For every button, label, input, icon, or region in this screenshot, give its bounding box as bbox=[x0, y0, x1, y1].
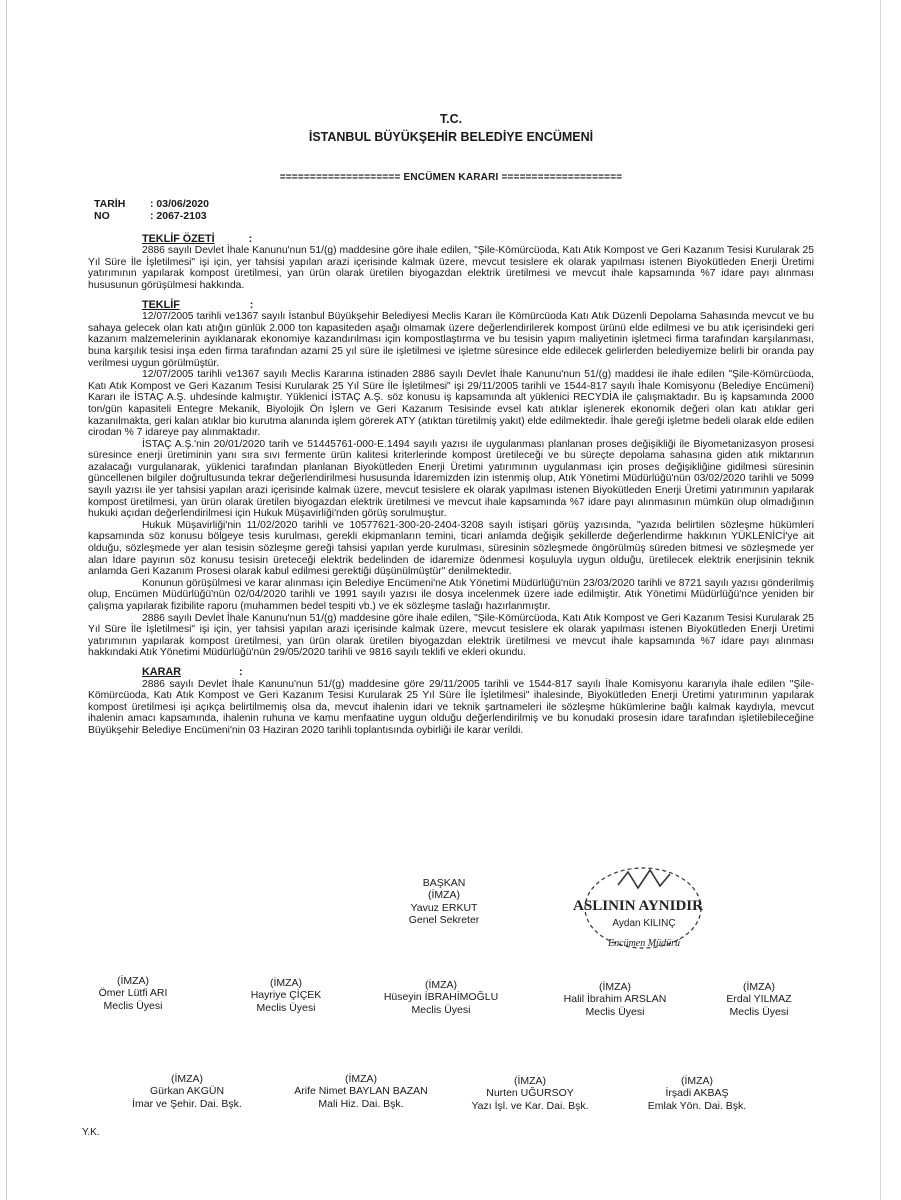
member-role: Meclis Üyesi bbox=[729, 1005, 789, 1018]
member-name: Erdal YILMAZ bbox=[726, 993, 792, 1006]
proposal-title: TEKLİF bbox=[142, 298, 180, 311]
director-role: Yazı İşl. ve Kar. Dai. Bşk. bbox=[471, 1099, 589, 1112]
decision-title: KARAR bbox=[142, 665, 181, 678]
director-signature bbox=[276, 1073, 446, 1110]
document-page bbox=[88, 112, 814, 737]
proposal-paragraph: Konunun görüşülmesi ve karar alınması için Belediye Encümeni'ne Atık Yönetimi Müdürlüğü'nün 23/03/2020 tarihli ve 8721 sayılı yazısı gönderilmiş olup, Encümen Müdürlüğü'nün 02/04/2020 tarihli ve 1991 sayılı yazısı ile dosya incelenmek üzere iade edilmiştir. Atık Yönetimi Müdürlüğü'nce yeniden bir çalışma yapılarak fizibilite raporu (muhammen bedel tespiti vb.) ve ek sözleşme taslağı hazırlanmıştır. bbox=[88, 577, 814, 612]
member-signature bbox=[226, 977, 346, 1014]
decision-heading bbox=[142, 667, 814, 679]
director-sign: (İMZA) bbox=[513, 1075, 547, 1087]
proposal-paragraph: 12/07/2005 tarihli ve1367 sayılı İstanbul Büyükşehir Belediyesi Meclis Kararı ile Kömürcüoda Katı Atık Düzenli Depolama Sahasında mevcut ve bu sahaya gelecek olan katı atığın günlük 2.000 ton kapasiteden aşağı olmamak üzere değerlendirilerek kompost ürünü elde edilmesi ve bu atık içerisindeki geri kazanım malzemelerinin ayıklanarak ekonomiye kazandırılması için kompostlaştırma ve bu tesisin yapım maliyetinin işletmeci firma tarafından karşılanması, buna karşılık tesisi inşa eden firma tarafından azami 25 yıl süre ile işletilmesi ve işletme süresince elde edilecek gelirlerden belediyemize belirli bir oranda pay verilmesi uygun görülmüştür. bbox=[88, 311, 814, 369]
member-name: Hüseyin İBRAHİMOĞLU bbox=[383, 991, 499, 1004]
director-role: Emlak Yön. Dai. Bşk. bbox=[647, 1099, 747, 1112]
president-name: Yavuz ERKUT bbox=[410, 901, 478, 914]
member-signature bbox=[78, 975, 188, 1012]
date-value: : 03/06/2020 bbox=[150, 197, 209, 210]
number-value: : 2067-2103 bbox=[150, 210, 207, 223]
director-name: Gürkan AKGÜN bbox=[149, 1085, 225, 1098]
institution-header: İSTANBUL BÜYÜKŞEHİR BELEDİYE ENCÜMENİ bbox=[308, 130, 594, 144]
director-signature bbox=[622, 1075, 772, 1112]
director-name: İrşadi AKBAŞ bbox=[665, 1087, 729, 1100]
member-sign: (İMZA) bbox=[269, 977, 303, 989]
proposal-heading bbox=[142, 300, 814, 312]
member-sign: (İMZA) bbox=[742, 981, 776, 993]
member-role: Meclis Üyesi bbox=[411, 1003, 471, 1016]
country-header: T.C. bbox=[439, 112, 463, 126]
director-signature bbox=[112, 1073, 262, 1110]
stamp-role: Encümen Müdürü bbox=[608, 938, 680, 949]
director-sign: (İMZA) bbox=[170, 1073, 204, 1085]
page-edge-right bbox=[880, 0, 881, 1200]
director-signature bbox=[446, 1075, 614, 1112]
president-title: BAŞKAN bbox=[422, 877, 466, 889]
decision-banner: ==================== ENCÜMEN KARARI ==================== bbox=[279, 172, 623, 183]
member-sign: (İMZA) bbox=[424, 979, 458, 991]
director-role: Mali Hiz. Dai. Bşk. bbox=[318, 1097, 404, 1110]
stamp-top-text: ASLININ AYNIDIR bbox=[573, 898, 703, 914]
president-role: Genel Sekreter bbox=[408, 914, 480, 927]
certified-copy-stamp bbox=[558, 860, 718, 970]
typist-initials: Y.K. bbox=[82, 1127, 100, 1138]
president-sign: (İMZA) bbox=[427, 889, 461, 902]
proposal-paragraph: 2886 sayılı Devlet İhale Kanunu'nun 51/(g) maddesine göre ihale edilen, "Şile-Kömürcüoda, Katı Atık Kompost ve Geri Kazanım Tesisi Kurularak 25 Yıl Süre İle İşletilmesi" işi için, yer tahsisi yapılan arazi içerisinde kalmak üzere, mevcut tesislere ek olarak yapılması istenen Biyokütleden Enerji Üretimi yatırımının yapılarak kompost üretilmesi, yan ürün olarak üretilen biyogazdan elektrik üretilmesi ve mevcut ihale kapsamında %7 idare payı alınması hakkındaki Atık Yönetimi Müdürlüğü'nün 29/05/2020 tarihli ve 9816 sayılı teklifi ve ekleri okundu. bbox=[88, 612, 814, 659]
director-role: İmar ve Şehir. Dai. Bşk. bbox=[132, 1097, 242, 1110]
member-sign: (İMZA) bbox=[116, 975, 150, 987]
stamp-name: Aydan KILINÇ bbox=[612, 918, 676, 929]
member-name: Halil İbrahim ARSLAN bbox=[563, 993, 667, 1006]
member-signature bbox=[366, 979, 516, 1016]
member-role: Meclis Üyesi bbox=[585, 1005, 645, 1018]
member-name: Ömer Lütfi ARI bbox=[98, 987, 168, 1000]
member-sign: (İMZA) bbox=[598, 981, 632, 993]
proposal-paragraph: 12/07/2005 tarihli ve1367 sayılı Meclis Kararına istinaden 2886 sayılı Devlet İhale Kanunu'nun 51/(g) maddesi ile ihale edilen "Şile-Kömürcüoda, Katı Atık Kompost ve Geri Kazanım Tesisi Kurularak 25 Yıl Süre İle İşletilmesi" işi 29/11/2005 tarihli ve 1544-817 sayılı İhale Komisyonu (Belediye Encümeni) Kararı ile İSTAÇ A.Ş. uhdesinde kalmıştır. Yüklenici İSTAÇ A.Ş. söz konusu iş kapsamında alt yüklenici RECYDİA ile çalışmaktadır. Bu iş kapsamında 2000 ton/gün kapasiteli Entegre Mekanik, Biyolojik Ön İşlem ve Geri Kazanım Tesisinde evsel katı atıklar işlenerek ekonomik değeri olan katı atıklar geri kazanılmakta, geri kalan atıklar bio kurutma alanında işlem görerek ATY (atıktan türetilmiş yakıt) elde edilmektedir. İhale gereği işletme bedeli olarak elde edilen cirodan % 7 idareye pay alınmaktadır. bbox=[88, 369, 814, 439]
summary-text: 2886 sayılı Devlet İhale Kanunu'nun 51/(g) maddesine göre ihale edilen, "Şile-Kömürcüoda, Katı Atık Kompost ve Geri Kazanım Tesisi Kurularak 25 Yıl Süre İle İşletilmesi" işi için, yer tahsisi yapılan arazi içerisinde kalmak üzere, mevcut tesislere ek olarak yapılması istenen Biyokütleden Enerji Üretimi yatırımının yapılarak kompost üretilmesi, yan ürün olarak üretilen biyogazdan elektrik üretilmesi ve mevcut ihale kapsamında %7 idare payı alınması hususunun görüşülmesi hakkında. bbox=[88, 245, 814, 291]
director-name: Nurten UĞURSOY bbox=[486, 1087, 574, 1100]
number-label: NO bbox=[94, 210, 110, 223]
proposal-paragraph: İSTAÇ A.Ş.'nin 20/01/2020 tarih ve 51445761-000-E.1494 sayılı yazısı ile uygulanması planlanan proses değişikliği ile Biyometanizasyon prosesi süresince enerji üretiminin yanı sıra sıvı fermente ürün kalitesi kriterlerinde kompost üretileceği ve bu süreçte depolama sahasına giden atık miktarının azalacağı vurgulanarak, yüklenici tarafından planlanan Biyokütleden Enerji Üretimi yatırımının uygulanması için proses değişikliğine gidilmesi süresinin güncellenen bilgiler doğrultusunda tekrar değerlendirilmesi hususunda İdaremizden izin istenmiş olup, Atık Yönetimi Müdürlüğü'nün 03/02/2020 tarihli ve 5099 sayılı yazısı ile yer tahsisi yapılan arazi içerisinde kalmak üzere, mevcut tesislere ek olarak yapılması istenen Biyokütleden Enerji Üretimi yatırımının yapılarak kompost üretilmesi, yan ürün olarak üretilen biyogazdan elektrik üretilmesi ve mevcut ihale kapsamında %7 idare payı alınmasının mümkün olup olmadığının hukuki açıdan değerlendirilmesi için Hukuk Müşavirliği'nden görüş sorulmuştur. bbox=[88, 438, 814, 520]
director-sign: (İMZA) bbox=[344, 1073, 378, 1085]
member-role: Meclis Üyesi bbox=[103, 999, 163, 1012]
director-sign: (İMZA) bbox=[680, 1075, 714, 1087]
member-signature bbox=[540, 981, 690, 1018]
proposal-paragraph: Hukuk Müşavirliği'nin 11/02/2020 tarihli ve 10577621-300-20-2404-3208 sayılı istişari görüş yazısında, "yazıda belirtilen sözleşme hükümleri kapsamında söz konusu bölgeye tesis kurulması, gerekli ekipmanların temini, ticari anlamda değişik şekillerde değerlendirme hakkının YÜKLENİCİ'ye ait olduğu, sözleşmede yer alan tesisin sözleşme gereği tahsisi yapılan yerde kurulması, süresinin sözleşmede öngörülmüş süreden bitmesi ve sözleşmede yer alan İdare payının söz konusu tesisin üreteceği elektrik bedelinden de idaremize ödenmesi koşuluyla uygun olduğu, üretilecek elektrik enerjisinin teknik anlamda Geri Kazanım Prosesi olarak kabul edilmesi gerektiği düşünülmüştür" denilmektedir. bbox=[88, 519, 814, 578]
proposal-colon: : bbox=[249, 298, 254, 311]
member-signature bbox=[704, 981, 814, 1018]
decision-colon: : bbox=[239, 665, 243, 678]
director-name: Arife Nimet BAYLAN BAZAN bbox=[294, 1085, 428, 1098]
member-name: Hayriye ÇİÇEK bbox=[250, 989, 322, 1002]
summary-title: TEKLİF ÖZETİ bbox=[142, 232, 215, 245]
document-meta bbox=[94, 198, 814, 223]
page-edge-left bbox=[6, 0, 7, 1200]
member-role: Meclis Üyesi bbox=[256, 1001, 316, 1014]
summary-colon: : bbox=[248, 232, 253, 245]
summary-heading bbox=[142, 234, 814, 246]
president-signature bbox=[384, 877, 504, 927]
date-label: TARİH bbox=[94, 197, 126, 210]
decision-text: 2886 sayılı Devlet İhale Kanunu'nun 51/(g) maddesine göre 29/11/2005 tarihli ve 1544-817 sayılı İhale Komisyonu kararıyla ihale edilen "Şile-Kömürcüoda, Katı Atık Kompost ve Geri Kazanım Tesisi Kurularak 25 Yıl Süre İle İşletilmesi" ihalesinde, Biyokütleden Enerji Üretimi yatırımının yapılarak kompost üretilmesi işi açıkça belirtilmemiş olsa da, mevcut ihalenin idari ve teknik şartnameleri ile sözleşme hükümlerine bağlı kalmak kaydıyla, mevcut ihalenin amacı kapsamında, ihalenin ruhuna ve kamu menfaatine uygun olduğu değerlendirilmiş ve bu konudaki prosesin idare tarafından işletilebileceğine Büyükşehir Belediye Encümeni'nin 03 Haziran 2020 tarihli toplantısında oybirliği ile karar verildi. bbox=[88, 678, 814, 736]
